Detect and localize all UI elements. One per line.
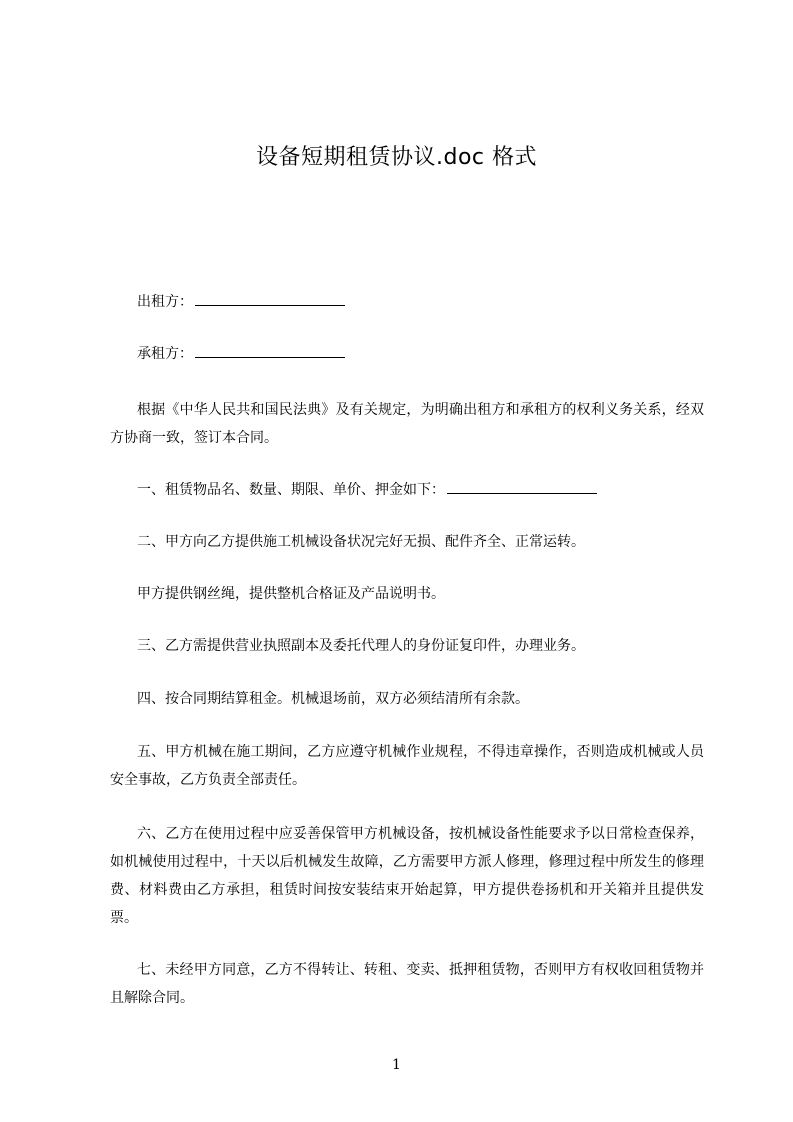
clause-3: 三、乙方需提供营业执照副本及委托代理人的身份证复印件，办理业务。 — [137, 638, 585, 654]
clause-4: 四、按合同期结算租金。机械退场前，双方必须结清所有余款。 — [137, 691, 529, 707]
document-title: 设备短期租赁协议.doc 格式 — [255, 145, 537, 170]
clause-1 — [137, 479, 597, 500]
intro-paragraph: 根据《中华人民共和国民法典》及有关规定，为明确出租方和承租方的权利义务关系，经双方协商一致，签订本合同。 — [110, 402, 704, 446]
lessor-blank-line — [195, 291, 345, 306]
clause-6: 六、乙方在使用过程中应妥善保管甲方机械设备，按机械设备性能要求予以日常检查保养，如机械使用过程中，十天以后机械发生故障，乙方需要甲方派人修理，修理过程中所发生的修理费、材料费由乙方承担，租赁时间按安装结束开始起算，甲方提供卷扬机和开关箱并且提供发票。 — [110, 826, 704, 926]
lessor-field — [137, 291, 345, 312]
page-number: 1 — [392, 1057, 401, 1073]
clause-1-blank-line — [447, 479, 597, 494]
clause-7: 七、未经甲方同意，乙方不得转让、转租、变卖、抵押租赁物，否则甲方有权收回租赁物并且解除合同。 — [110, 962, 704, 1006]
lessee-label: 承租方： — [137, 346, 193, 362]
clause-1-text: 一、租赁物品名、数量、期限、单价、押金如下： — [137, 482, 445, 498]
clause-5: 五、甲方机械在施工期间，乙方应遵守机械作业规程，不得违章操作，否则造成机械或人员安全事故，乙方负责全部责任。 — [110, 744, 704, 788]
clause-2-continued: 甲方提供钢丝绳，提供整机合格证及产品说明书。 — [137, 586, 445, 602]
clause-2: 二、甲方向乙方提供施工机械设备状况完好无损、配件齐全、正常运转。 — [137, 534, 585, 550]
lessor-label: 出租方： — [137, 294, 193, 310]
lessee-blank-line — [195, 343, 345, 358]
lessee-field — [137, 343, 345, 364]
